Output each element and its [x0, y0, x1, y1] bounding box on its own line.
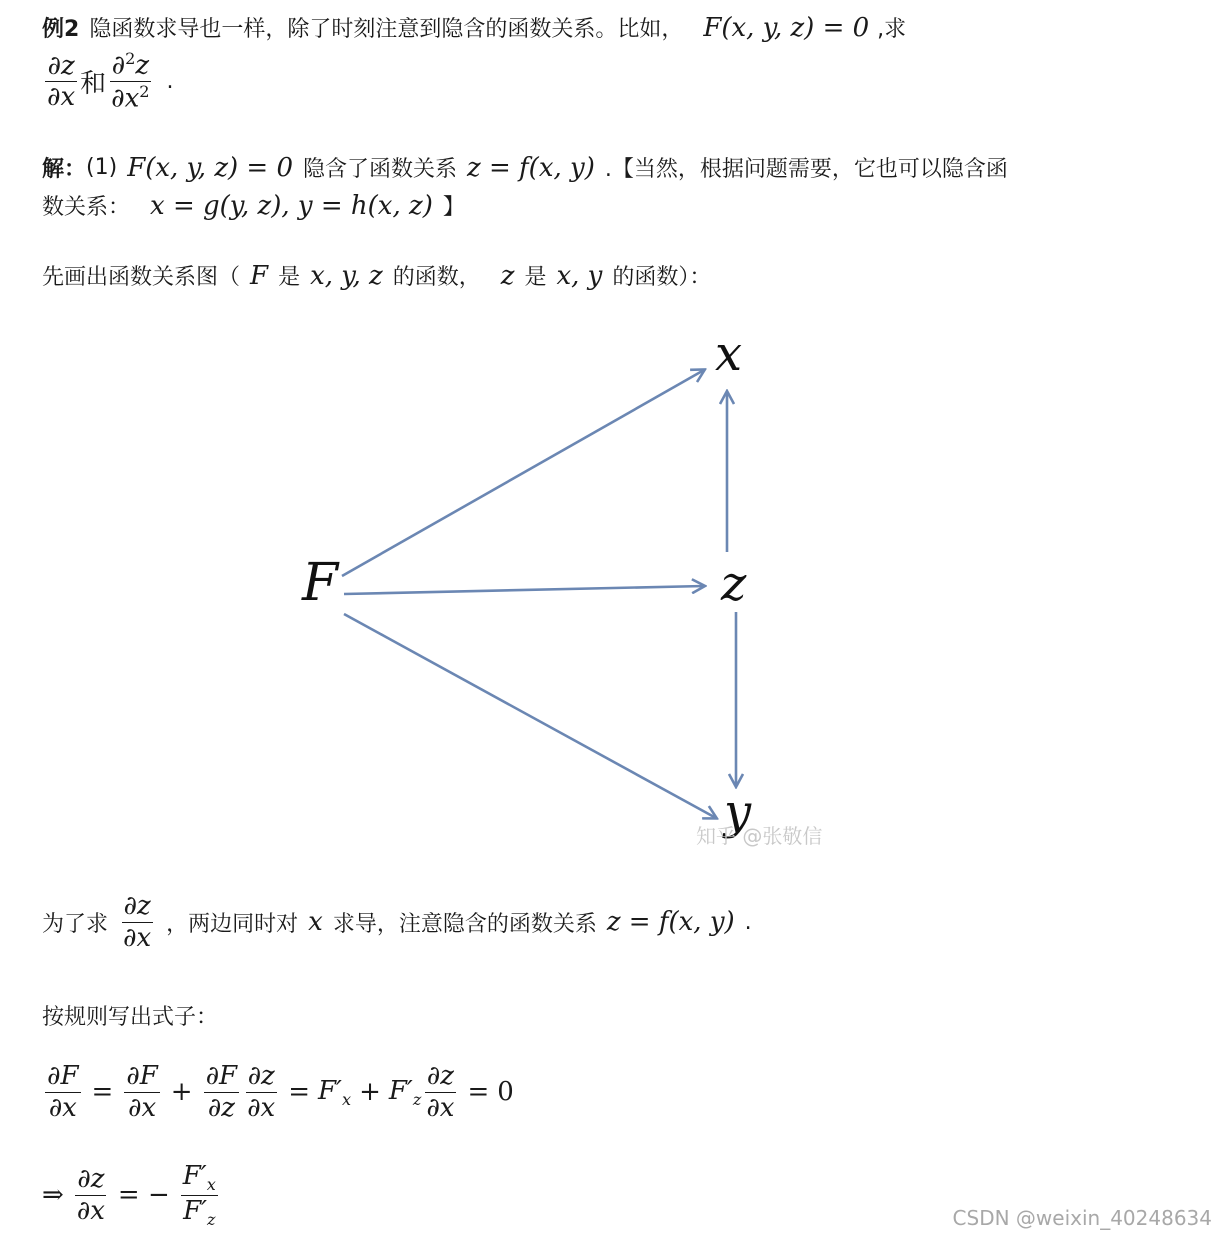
example-text: 隐函数求导也一样，除了时刻注意到隐含的函数关系。比如，: [89, 17, 684, 42]
formula-chain-rule: $\frac{\partial F}{\partial x}$ = $\frac{\partial F}{\partial x}$ + $\frac{\partial F}{\partial z}$ $\frac{\partial z}{\partial x}$ = $F'_x$ + $F'_z$ $\frac{\partial z}{\partial x}$ = 0: [47, 1061, 514, 1123]
denominator-Fz: $F'_z$: [183, 1195, 216, 1230]
watermark: 知乎 @张敬信: [696, 824, 823, 848]
diagram-intro-text3: 的函数，: [392, 265, 481, 290]
node-z: z: [721, 556, 747, 612]
example-equation: F(x, y, z) = 0: [703, 12, 870, 43]
solution-text3: 数关系：: [42, 195, 131, 220]
example-label: 例2: [42, 17, 80, 42]
fraction-Fx-Fz: [181, 1162, 218, 1229]
example-suffix: ,求: [877, 17, 907, 42]
fraction-dz-dx-4: $\frac{\partial z}{\partial x}$: [426, 1061, 455, 1123]
diagram-intro-text4: 是: [524, 265, 547, 290]
derivative-intro-text1: 为了求: [42, 911, 109, 937]
dependency-diagram: [0, 320, 1226, 860]
diagram-intro-var-F: F: [250, 260, 269, 291]
fraction-d2z-dx2: $\frac{\partial^2z}{\partial x^2}$: [111, 49, 150, 114]
partial-F-z: $F'_z$: [388, 1075, 422, 1109]
diagram-intro-text2: 是: [278, 265, 301, 290]
numerator-Fx: $F'_x$: [182, 1161, 216, 1195]
fraction-dz-dx: $\frac{\partial z}{\partial x}$: [47, 50, 76, 113]
solution-part: (1): [86, 155, 118, 180]
implies-symbol: ⇒: [42, 1180, 64, 1211]
fraction-dz-dx-3: $\frac{\partial z}{\partial x}$: [247, 1061, 276, 1123]
solution-line-2: [42, 190, 465, 221]
diagram-intro-var-xyz: x, y, z: [310, 260, 383, 291]
solution-relation2: x = g(y, z), y = h(x, z): [150, 190, 433, 221]
edge-F-y: [344, 614, 716, 818]
derivative-intro-text3: 求导，注意隐含的函数关系: [332, 911, 597, 937]
edge-F-x: [342, 370, 704, 576]
solution-equation: F(x, y, z) = 0: [127, 152, 294, 183]
solution-bracket-close: 】: [442, 195, 465, 220]
example-period: .: [166, 69, 174, 95]
and-text: 和: [80, 69, 107, 100]
node-y: y: [724, 784, 752, 840]
example-fractions: [42, 50, 174, 114]
rule-text: 按规则写出式子：: [42, 1005, 219, 1030]
diagram-intro-var-xy: x, y: [556, 260, 603, 291]
fraction-dz-dx-result: $\frac{\partial z}{\partial x}$: [76, 1164, 105, 1226]
derivative-intro: [42, 892, 752, 952]
derivative-intro-var-x: x: [308, 907, 323, 938]
diagram-intro-text1: 先画出函数关系图（: [42, 265, 241, 290]
diagram-intro: [42, 260, 711, 291]
example-line: [42, 12, 906, 43]
derivative-intro-text2: ，两边同时对: [166, 911, 299, 937]
formula-zero: 0: [497, 1077, 514, 1108]
fraction-dF-dz: $\frac{\partial F}{\partial z}$: [205, 1061, 238, 1123]
diagram-intro-var-z: z: [500, 260, 515, 291]
formula-result: ⇒ $\frac{\partial z}{\partial x}$ = − $\frac{F'_x}{F'_z}$: [42, 1161, 216, 1230]
edge-F-z: [344, 586, 704, 594]
partial-F-x: $F'_x$: [318, 1075, 352, 1109]
derivative-intro-relation: z = f(x, y): [606, 907, 735, 938]
solution-label: 解：: [42, 157, 87, 182]
diagram-edges: [342, 370, 736, 818]
fraction-dF-dx-total: $\frac{\partial F}{\partial x}$: [47, 1061, 79, 1123]
fraction-dz-dx-2: $\frac{\partial z}{\partial x}$: [123, 891, 152, 953]
derivative-intro-period: .: [744, 909, 752, 935]
diagram-intro-text5: 的函数）：: [612, 265, 712, 290]
csdn-footer: CSDN @weixin_40248634: [952, 1206, 1212, 1230]
solution-text1: 隐含了函数关系: [303, 157, 458, 182]
node-F: F: [302, 553, 339, 613]
solution-line: [42, 152, 1008, 183]
solution-text2: .【当然，根据问题需要，它也可以隐含函: [604, 157, 1008, 182]
fraction-dF-dx: $\frac{\partial F}{\partial x}$: [126, 1061, 158, 1123]
solution-relation: z = f(x, y): [467, 152, 595, 183]
node-x: x: [715, 326, 743, 382]
rule-line: [42, 1000, 218, 1031]
